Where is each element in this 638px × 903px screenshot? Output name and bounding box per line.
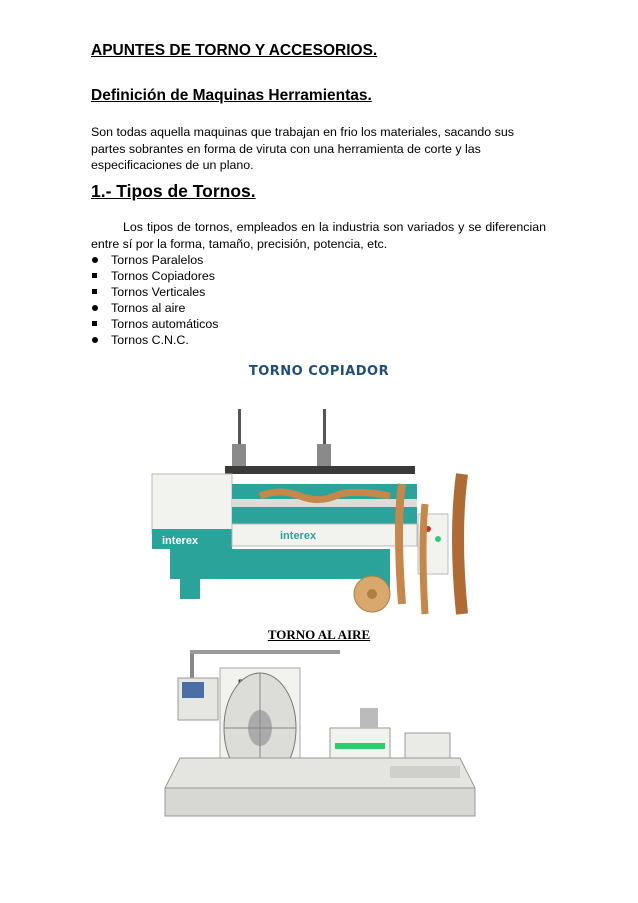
definition-heading: Definición de Maquinas Herramientas. (91, 87, 372, 104)
list-item (91, 332, 218, 348)
list-item-label: Tornos al aire (111, 301, 186, 315)
list-item (91, 252, 218, 268)
bullet-icon (92, 257, 98, 263)
list-item (91, 284, 218, 300)
face-lathe-image (160, 648, 478, 820)
copy-lathe-image (150, 404, 480, 619)
face-lathe-caption: TORNO AL AIRE (267, 627, 371, 642)
section-paragraph: Los tipos de tornos, empleados en la industria son variados y se diferencian entre sí por la forma, tamaño, precisión, potencia, etc. (91, 220, 546, 251)
list-item-label: Tornos Copiadores (111, 269, 216, 283)
bullet-icon (92, 305, 98, 311)
definition-paragraph: Son todas aquella maquinas que trabajan en frio los materiales, sacando sus partes sobrantes en forma de viruta con una herramienta de corte y las especificaciones de un plano. (91, 125, 514, 172)
list-item (91, 268, 218, 284)
document-title: APUNTES DE TORNO Y ACCESORIOS. (91, 42, 378, 59)
bullet-icon (92, 321, 97, 326)
bullet-icon (92, 273, 97, 278)
list-item-label: Tornos Paralelos (111, 253, 204, 267)
bullet-icon (92, 337, 98, 343)
section-heading: 1.- Tipos de Tornos. (91, 181, 256, 201)
copy-lathe-caption: TORNO COPIADOR (248, 364, 390, 379)
lathe-brand-text-front: interex (280, 530, 317, 542)
list-item-label: Tornos Verticales (111, 285, 206, 299)
lathe-brand-text-left: interex (162, 535, 199, 547)
list-item (91, 316, 218, 332)
list-item-label: Tornos C.N.C. (111, 333, 189, 347)
list-item-label: Tornos automáticos (111, 317, 219, 331)
lathe-types-list (91, 252, 218, 348)
bullet-icon (92, 289, 97, 294)
list-item (91, 300, 218, 316)
